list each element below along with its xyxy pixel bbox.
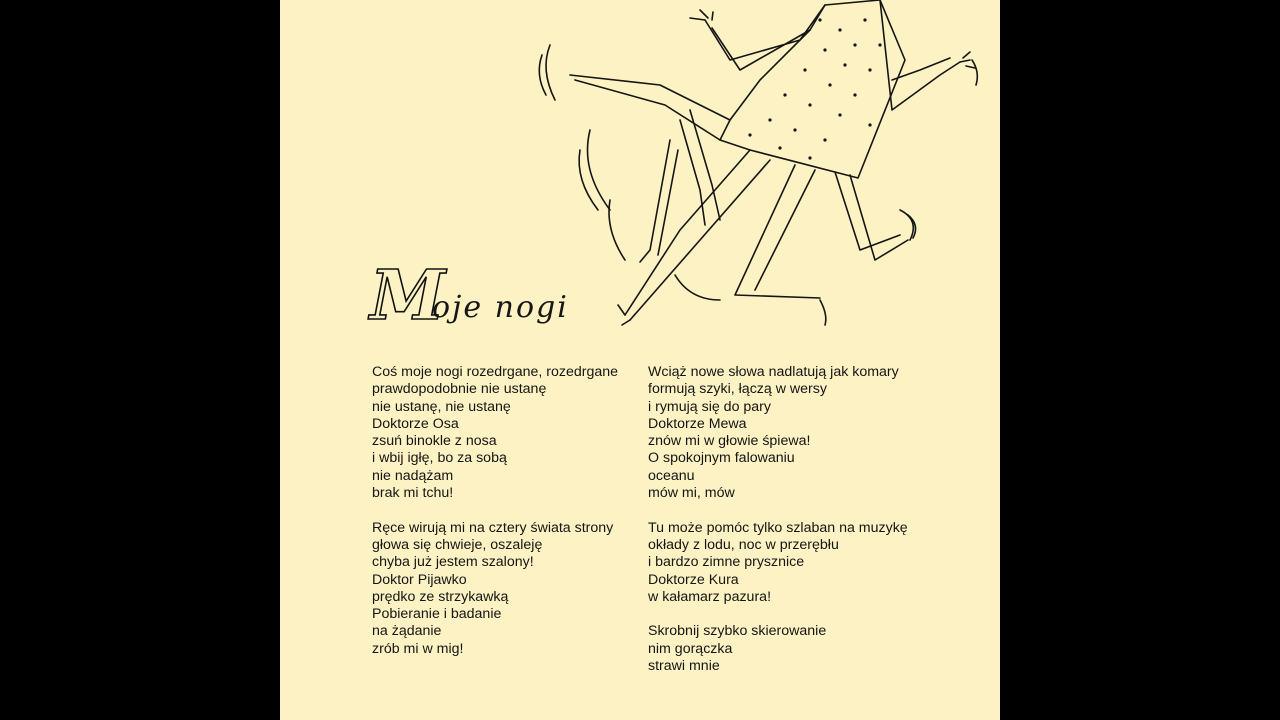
poem-line: zrób mi w mig!	[372, 640, 464, 657]
title-initial: M	[370, 256, 444, 336]
poem-line: Doktorze Osa	[372, 415, 459, 432]
poem-line: nie ustanę, nie ustanę	[372, 398, 511, 415]
poem-line: i wbij igłę, bo za sobą	[372, 450, 507, 467]
poem-line: O spokojnym falowaniu	[648, 450, 795, 467]
poem-line: głowa się chwieje, oszaleję	[372, 536, 543, 553]
poem-column-left	[372, 364, 618, 675]
poem-line: mów mi, mów	[648, 485, 735, 502]
poem-line: Skrobnij szybko skierowanie	[648, 623, 827, 640]
poem-line: w kałamarz pazura!	[648, 588, 772, 605]
poem-line: strawi mnie	[648, 658, 720, 675]
poem-line: Ręce wirują mi na cztery świata strony	[372, 519, 614, 536]
poem-line: zsuń binokle z nosa	[372, 433, 497, 450]
poem-line: Doktorze Kura	[648, 571, 739, 588]
poem-line: Doktor Pijawko	[372, 571, 467, 588]
poem-line: i rymują się do pary	[648, 398, 772, 415]
poem-line: Tu może pomóc tylko szlaban na muzykę	[648, 519, 908, 536]
poem-line: nie nadążam	[372, 467, 454, 484]
poem-line: Coś moje nogi rozedrgane, rozedrgane	[372, 364, 619, 380]
stanza	[372, 520, 618, 658]
poem-line: Doktorze Mewa	[648, 415, 747, 432]
poem-line: prawdopodobnie nie ustanę	[372, 381, 547, 398]
poem-line: chyba już jestem szalony!	[372, 554, 534, 571]
stanza	[372, 364, 618, 502]
poem-line: formują szyki, łączą w wersy	[648, 381, 827, 398]
title-rest: oje nogi	[432, 290, 569, 325]
poem-line: na żądanie	[372, 623, 442, 640]
poem-column-right	[648, 364, 908, 693]
poem-line: znów mi w głowie śpiewa!	[648, 433, 811, 450]
poem-line: prędko ze strzykawką	[372, 588, 509, 605]
poem-line: brak mi tchu!	[372, 485, 454, 502]
poem-line: oceanu	[648, 467, 695, 484]
poem-line: i bardzo zimne prysznice	[648, 554, 805, 571]
poem-line: Wciąż nowe słowa nadlatują jak komary	[648, 364, 899, 380]
poem-line: okłady z lodu, noc w przerębłu	[648, 536, 839, 553]
poem-line: Pobieranie i badanie	[372, 606, 502, 623]
poem-title	[370, 258, 600, 348]
poem-page	[280, 0, 1000, 720]
stanza	[648, 364, 908, 502]
poem-line: nim gorączka	[648, 640, 733, 657]
stanza	[648, 520, 908, 606]
stanza	[648, 623, 908, 675]
